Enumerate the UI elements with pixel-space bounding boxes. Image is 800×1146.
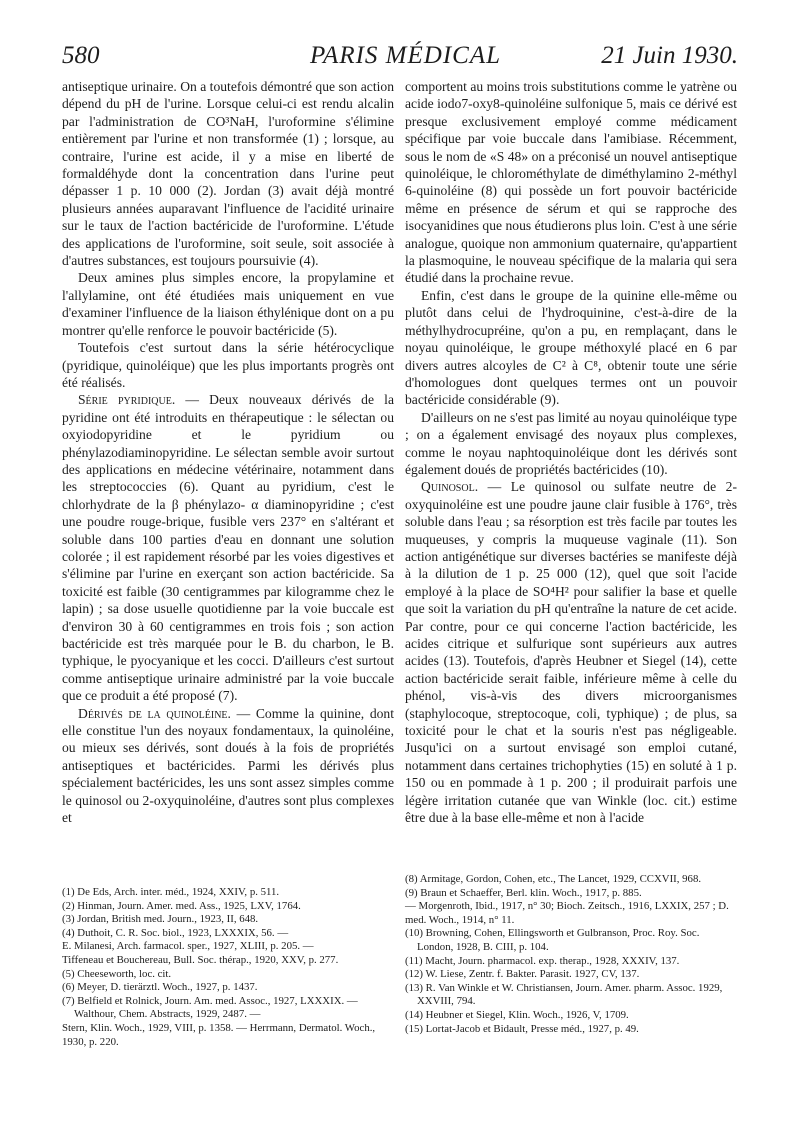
footnotes-left <box>62 886 394 1049</box>
footnote: (11) Macht, Journ. pharmacol. exp. therap., 1928, XXXIV, 137. <box>405 954 680 967</box>
footnote: (1) De Eds, Arch. inter. méd., 1924, XXIV, p. 511. <box>62 886 280 898</box>
paragraph-text: — Comme la quinine, dont elle constitue l'un des noyaux fondamentaux, la quinoléine, ou mieux ses dérivés, sont doués à la fois de propriétés antiseptiques et bactéricides. Parmi les dérivés plus spécialement bactéricides, les uns sont assez simples comme le quinosol ou 2-oxyquinoléine, d'autres sont plus complexes et <box>62 705 394 826</box>
right-column <box>405 78 737 826</box>
footnote: (3) Jordan, British med. Journ., 1923, II, 648. <box>62 913 259 926</box>
footnote: — Morgenroth, Ibid., 1917, n° 30; Bioch. Zeitsch., 1916, LXXIX, 257 ; D. med. Woch., 1914, n° 11. <box>405 900 729 926</box>
footnote: (12) W. Liese, Zentr. f. Bakter. Parasit. 1927, CV, 137. <box>405 968 640 981</box>
paragraph: Deux amines plus simples encore, la propylamine et l'allylamine, ont été étudiées mais uniquement en vue d'examiner l'influence de la liaison éthylénique dont on a pu montrer qu'elle renforce le pouvoir bactéricide (5). <box>62 270 394 338</box>
footnote: (5) Cheeseworth, loc. cit. <box>62 967 172 980</box>
footnote: (2) Hinman, Journ. Amer. med. Ass., 1925, LXV, 1764. <box>62 899 301 912</box>
journal-title: PARIS MÉDICAL <box>310 42 501 69</box>
paragraph: Enfin, c'est dans le groupe de la quinine elle-même ou plutôt dans celui de l'hydroquinine, c'est-à-dire de la méthylhydrocupréine, qu'on a pu, en remplaçant, dans le noyau quinoléique, le groupe méthoxylé placé en 6 par divers autres alcoyles de C² à C⁸, obtenir toute une série d'homologues dont quelques termes ont un pouvoir bactéricide considérable (9). <box>405 287 737 408</box>
footnote: E. Milanesi, Arch. farmacol. sper., 1927, XLIII, p. 205. — <box>62 940 314 953</box>
footnote: (14) Heubner et Siegel, Klin. Woch., 1926, V, 1709. <box>405 1008 629 1021</box>
footnote: (13) R. Van Winkle et W. Christiansen, Journ. Amer. pharm. Assoc. 1929, XXVIII, 794. <box>405 981 723 1008</box>
page-header <box>62 42 738 78</box>
paragraph: Toutefois c'est surtout dans la série hétérocyclique (pyridique, quinoléique) que les plus importants progrès ont été réalisés. <box>62 340 394 390</box>
footnote: Stern, Klin. Woch., 1929, VIII, p. 1358. — Herrmann, Dermatol. Woch., 1930, p. 220. <box>62 1021 376 1048</box>
footnote: (15) Lortat-Jacob et Bidault, Presse méd., 1927, p. 49. <box>405 1022 639 1035</box>
paragraph <box>62 705 394 827</box>
paragraph <box>62 391 394 704</box>
left-column <box>62 78 394 826</box>
section-lead: Quinosol. <box>421 479 479 495</box>
paragraph: comportent au moins trois substitutions comme le yatrène ou acide iodo7-oxy8-quinoléine sulfonique 5, mais ce dérivé est presque exclusivement employé comme médicament spécifique par voie buccale dans l'amibiase. Récemment, sous le nom de «S 48» on a préconisé un nouvel antiseptique quinoléique, le chlorométhylate de diméthylamino 2-méthyl 6-quinoléine (8) qui possède un fort pouvoir bactéricide même en présence de sérum et qui se rapproche des isocyanidines que nous étudierons plus loin. C'est à une série analogue, quoique non ammonium quaternaire, qu'appartient la plasmoquine, le nouveau spécifique de la malaria qui sera étudié dans la prochaine revue. <box>405 79 737 286</box>
footnote: (4) Duthoit, C. R. Soc. biol., 1923, LXXXIX, 56. — <box>62 926 289 939</box>
section-lead: Série pyridique. <box>78 392 176 408</box>
paragraph-text: — Deux nouveaux dérivés de la pyridine ont été introduits en thérapeutique : le sélectan ou oxyiodopyridine et le pyridium ou phénylazodiaminopyridine. Le sélectan semble avoir surtout des applications en médecine vétérinaire, notamment dans les streptococcies (6). Quant au pyridium, c'est le chlorhydrate de la β phénylazo- α diaminopyridine ; c'est une poudre rouge-brique, fusible vers 237° en s'altérant et soluble dans 100 parties d'eau en donnant une solution colorée ; il est rapidement résorbé par les voies digestives et s'élimine par l'urine en exerçant son action bactéricide. Sa toxicité est faible (30 centigrammes par kilogramme chez le lapin) ; sa dose usuelle quotidienne par la voie buccale est d'environ 30 à 60 centigrammes en trois fois ; son action bactéricide est très marquée pour le B. du charbon, le B. typhique, le pyocyanique et les cocci. D'ailleurs c'est surtout comme antiseptique urinaire administré par la voie buccale que ce produit a été proposé (7). <box>62 392 394 704</box>
paragraph-text: — Le quinosol ou sulfate neutre de 2-oxyquinoléine est une poudre jaune clair fusible à 176°, très soluble dans l'eau ; sa résorption est très facile par toutes les muqueuses, y compris la muqueuse vaginale (11). Son action antigénétique sur diverses bactéries se manifeste déjà à la dilution de 1 p. 25 000 (12), quel que soit l'acide employé à la place de SO⁴H² pour salifier la base et quelle que soit la variation du pH qu'entraîne la nature de cet acide. Par contre, pour ce qui concerne l'action bactéricide, les acides citrique et sulfurique sont supérieurs aux autres acides (13). Toutefois, d'après Heubner et Siegel (14), cette action bactéricide serait faible, inférieure même à celle du phénol, vis-à-vis des divers microorganismes (staphylocoque, streptocoque, coli, typhique) ; de plus, sa toxicité pour le chat et la souris n'est pas négligeable. Jusqu'ici on a surtout envisagé son emploi cutané, notamment dans certaines trichophyties (15) en soluté à 1 p. 150 ou en pommade à 1 p. 200 ; il produirait parfois une légère irritation cutanée que van Winkle (loc. cit.) estime être due à la base elle-même et non à l'acide <box>405 479 737 826</box>
footnote: Tiffeneau et Bouchereau, Bull. Soc. thérap., 1920, XXV, p. 277. <box>62 953 339 966</box>
paragraph <box>405 478 737 826</box>
footnote: (9) Braun et Schaeffer, Berl. klin. Woch., 1917, p. 885. <box>405 886 642 899</box>
paragraph: D'ailleurs on ne s'est pas limité au noyau quinoléique type ; on a également envisagé des noyaux plus complexes, comme le noyau naphtoquinoléique dont les dérivés sont également doués de propriétés bactéricides (10). <box>405 409 737 477</box>
issue-date: 21 Juin 1930. <box>601 42 738 69</box>
footnote: (8) Armitage, Gordon, Cohen, etc., The Lancet, 1929, CCXVII, 968. <box>405 873 702 885</box>
footnote: (10) Browning, Cohen, Ellingsworth et Gulbranson, Proc. Roy. Soc. London, 1928, B. CIII, p. 104. <box>405 927 700 953</box>
footnote: (6) Meyer, D. tierärztl. Woch., 1927, p. 1437. <box>62 981 258 994</box>
section-lead: Dérivés de la quinoléine. <box>78 705 231 721</box>
page-number: 580 <box>62 42 100 69</box>
footnote: (7) Belfield et Rolnick, Journ. Am. med. Assoc., 1927, LXXXIX. — Walthour, Chem. Abstracts, 1929, 2487. — <box>62 994 358 1021</box>
paragraph: antiseptique urinaire. On a toutefois démontré que son action dépend du pH de l'urine. Lorsque celui-ci est rendu alcalin par l'administration de CO³NaH, l'uroformine s'élimine entièrement par l'urine et non transformée (1) ; lorsque, au contraire, l'urine est acide, il y a mise en liberté de formaldéhyde dont la concentration dans l'urine peut dépasser 1 p. 10 000 (2). Jordan (3) avait déjà montré plusieurs années auparavant l'influence de l'acidité urinaire sur le taux de l'action bactéricide de l'uroformine. L'étude des applications de l'uroformine, soit seule, soit associée à d'autres substances, est toujours poursuivie (4). <box>62 79 394 269</box>
footnotes-right <box>405 873 737 1036</box>
